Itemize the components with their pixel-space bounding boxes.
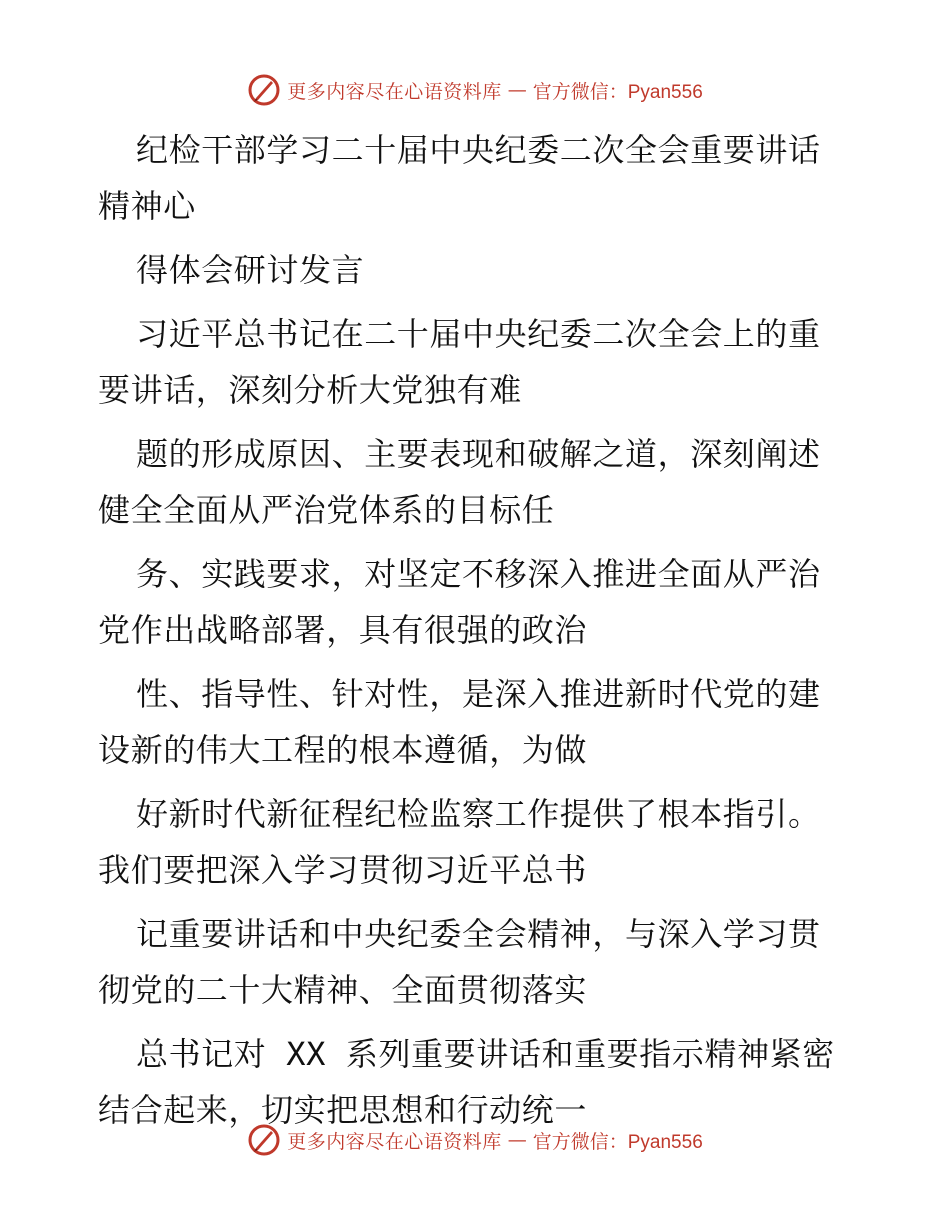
footer-banner-text: 更多内容尽在心语资料库 (287, 1130, 502, 1153)
paragraph-line: 务、实践要求，对坚定不移深入推进全面从严治 (136, 555, 821, 593)
quill-logo-icon (247, 73, 281, 107)
paragraph (98, 242, 858, 298)
paragraph (98, 786, 858, 898)
paragraph (98, 906, 858, 1018)
header-banner-text: 更多内容尽在心语资料库 (287, 80, 502, 103)
paragraph (98, 122, 858, 234)
paragraph (98, 306, 858, 418)
paragraph (98, 426, 858, 538)
header-banner-separator: — (507, 79, 527, 101)
paragraph-line: 党作出战略部署，具有很强的政治 (98, 611, 588, 649)
paragraph-line: 纪检干部学习二十届中央纪委二次全会重要讲话 (136, 131, 821, 169)
paragraph (98, 666, 858, 778)
paragraph-line: 题的形成原因、主要表现和破解之道，深刻阐述 (136, 435, 821, 473)
paragraph-line: 我们要把深入学习贯彻习近平总书 (98, 851, 588, 889)
document-body (98, 122, 858, 1146)
paragraph-line: 得体会研讨发言 (136, 251, 365, 289)
paragraph-line: 结合起来，切实把思想和行动统一 (98, 1091, 588, 1129)
paragraph-line: 健全全面从严治党体系的目标任 (98, 491, 555, 529)
paragraph-line: 设新的伟大工程的根本遵循，为做 (98, 731, 588, 769)
paragraph-line: 习近平总书记在二十届中央纪委二次全会上的重 (136, 315, 821, 353)
paragraph (98, 546, 858, 658)
footer-banner (0, 1120, 950, 1160)
paragraph-line: 精神心 (98, 187, 196, 225)
quill-logo-icon (247, 1123, 281, 1157)
footer-banner-contact: 官方微信：Pyan556 (532, 1131, 703, 1153)
footer-banner-separator: — (507, 1129, 527, 1151)
paragraph-line: 好新时代新征程纪检监察工作提供了根本指引。 (136, 795, 821, 833)
header-banner (0, 70, 950, 110)
paragraph-line: 记重要讲话和中央纪委全会精神，与深入学习贯 (136, 915, 821, 953)
paragraph-line: 彻党的二十大精神、全面贯彻落实 (98, 971, 588, 1009)
paragraph-line: 总书记对 XX 系列重要讲话和重要指示精神紧密 (136, 1035, 835, 1073)
header-banner-contact: 官方微信：Pyan556 (532, 81, 703, 103)
paragraph-line: 性、指导性、针对性，是深入推进新时代党的建 (136, 675, 821, 713)
paragraph-line: 要讲话，深刻分析大党独有难 (98, 371, 522, 409)
